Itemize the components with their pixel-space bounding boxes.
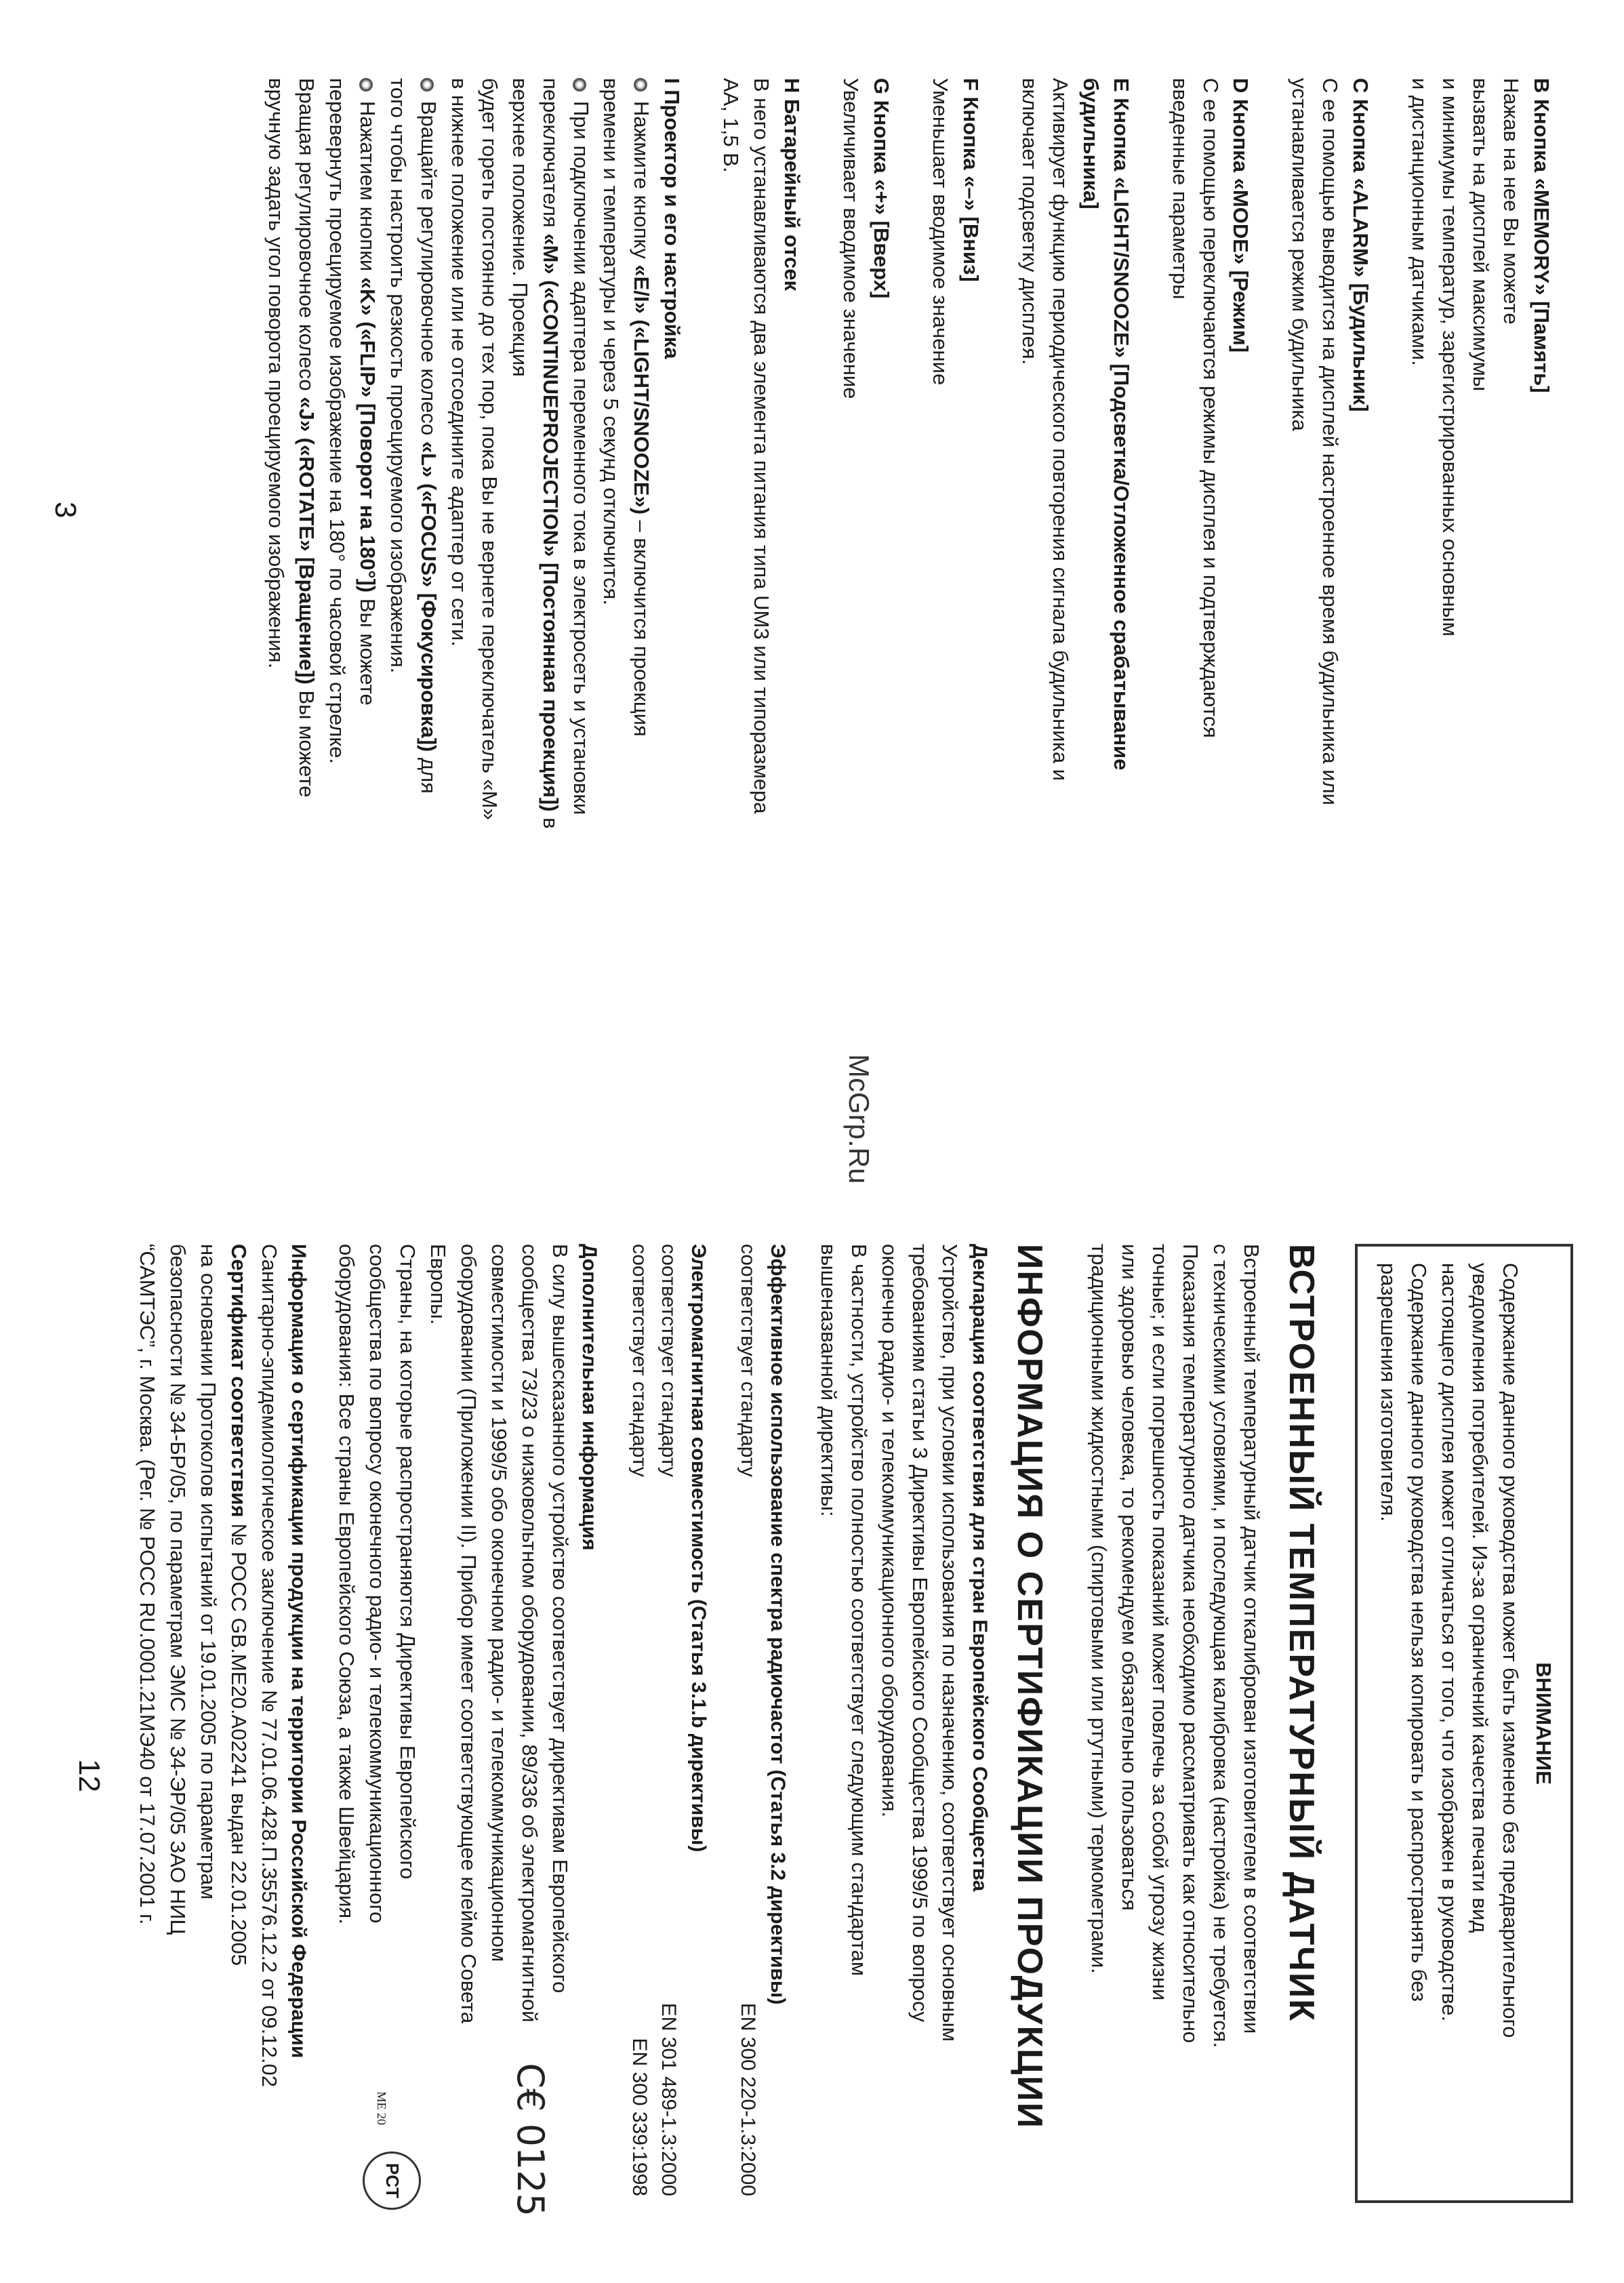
russia-cert-block [131, 1244, 313, 2145]
text-line: сообщества 73/23 о низковольтном оборудовании, 89/336 об электромагнитной [517, 1244, 542, 2023]
text-line: Нажав на нее Вы можете [1499, 78, 1524, 325]
text-line: Активирует функцию периодического повторения сигнала будильника и [1048, 78, 1072, 781]
bullet-icon [634, 78, 647, 92]
text-line: традиционными жидкостными (спиртовыми или ртутными) термометрами. [1087, 1244, 1112, 1974]
text-line: Европы. [426, 1244, 451, 1325]
section-battery [715, 78, 807, 959]
standard-row [733, 1244, 763, 2203]
text-line: включает подсветку дисплея. [1017, 78, 1042, 365]
standard-text: соответствует стандарту [737, 1244, 760, 1477]
right-page [131, 1244, 1573, 2217]
text: № РОСС GB.ME20.A02241 выдан 22.01.2005 [226, 1517, 251, 1966]
text-line: Содержание данного руководства нельзя копировать и распространять без [1407, 1263, 1432, 2002]
bullet-icon [573, 78, 586, 92]
declaration-block [813, 1244, 994, 2203]
spectrum-block [733, 1244, 792, 2203]
section-light-snooze [1014, 78, 1136, 959]
text-bold: «K» («FLIP» [Поворот на 180°]) [356, 277, 380, 593]
section-projector [260, 78, 687, 959]
text-bold: «J» («ROTATE» [Вращение]) [295, 397, 319, 685]
text-line: будет гореть постоянно до тех пор, пока Вы не вернете переключатель «M» [477, 78, 502, 820]
text-line: на основании Протоколов испытаний от 19.01.2005 по параметрам [196, 1244, 220, 1900]
text-line: верхнее положение. Проекция [508, 78, 532, 377]
text-line: В силу вышесказанного устройство соответствует директивам Европейского [548, 1244, 572, 1994]
additional-block [331, 1244, 604, 2091]
section-heading: D Кнопка «MODE» [Режим] [1229, 78, 1253, 353]
text-line: В него устанавливаются два элемента питания типа UM3 или типоразмера [750, 78, 774, 814]
text-line [291, 78, 321, 959]
text: Вращая регулировочное колесо [295, 78, 319, 397]
text-line: требованиям статьи 3 Директивы Европейского Сообщества 1999/5 по вопросу [908, 1244, 932, 2022]
section-heading-cont: будильника] [1078, 78, 1103, 209]
text: Вы можете [295, 684, 319, 798]
text-line: времени и температуры и через 5 секунд отключится. [599, 78, 624, 605]
section-heading: E Кнопка «LIGHT/SNOOZE» [Подсветка/Отложенное срабатывание [1109, 78, 1133, 771]
text-line: Встроенный температурный датчик откалиброван изготовителем в соответствии [1239, 1244, 1263, 2034]
standard-text: соответствует стандарту [657, 1244, 681, 1477]
text-line: совместимости и 1999/5 обо оконечном радио- и телекоммуникационном [487, 1244, 511, 1962]
text-line: вышеназванной директивы: [816, 1244, 840, 1517]
text-line: AA, 1,5 В. [719, 78, 744, 173]
text-line: Увеличивает вводимое значение [839, 78, 864, 399]
cert-heading: ИНФОРМАЦИЯ О СЕРТИФИКАЦИИ ПРОДУКЦИИ [1010, 1244, 1050, 2129]
section-heading: F Кнопка «–» [Вниз] [958, 78, 983, 282]
section-heading: B Кнопка «MEMORY» [Память] [1530, 78, 1554, 393]
text-line: оборудования: Все страны Европейского Союза, а также Швейцария. [335, 1244, 359, 1924]
text: – включится проекция [630, 514, 654, 737]
text-line: безопасности № 34-БР/05, по параметрам ЭМС № 34-ЭР/05 ЗАО НИЦ [165, 1244, 190, 1935]
notice-box [1355, 1244, 1573, 2203]
section-memory [1404, 78, 1556, 959]
me-code: ME 20 [375, 2091, 389, 2125]
text: Нажмите кнопку [630, 101, 654, 265]
text-line: и дистанционным датчиками. [1408, 78, 1432, 366]
text-bold: «E/I» («LIGHT/SNOOZE») [630, 264, 654, 515]
section-heading: G Кнопка «+» [Вверх] [870, 78, 894, 299]
text-line: и минимумы температур, зарегистрированных основным [1438, 78, 1463, 637]
text-line: Уменьшает вводимое значение [929, 78, 952, 386]
section-heading: I Проектор и его настройка [660, 78, 685, 359]
text-line: введенные параметры [1168, 78, 1192, 300]
text: При подключении адаптера переменного тока в электросеть и установки [569, 101, 593, 815]
standard-code: EN 300 220-1.3:2000 [737, 2002, 760, 2196]
text-line: С ее помощью выводится на дисплей настроенное время будильника или [1318, 78, 1343, 805]
text-line: Показания температурного датчика необходимо рассматривать как относительно [1179, 1244, 1203, 2043]
text-line: оконечно радио- и телекоммуникационного оборудования. [877, 1244, 901, 1818]
section-heading: H Батарейный отсек [780, 78, 805, 291]
ce-mark-icon: C€ 0125 [509, 2063, 552, 2217]
section-minus [925, 78, 986, 959]
pct-certification-icon: PCT [363, 2151, 421, 2210]
text-line [223, 1244, 253, 2145]
text-line: в нижнее положение или не отсоедините адаптер от сети. [447, 78, 471, 647]
text-line: вызвать на дисплей максимумы [1469, 78, 1493, 392]
bullet-item [413, 78, 443, 959]
section-sensor [1083, 1244, 1326, 2203]
russia-title: Информация о сертификации продукции на территории Российской Федерации [287, 1244, 310, 2059]
text-line: Содержание данного руководства может быть изменено без предварительного [1499, 1263, 1523, 2038]
cert-details [131, 1244, 604, 2217]
text-line: “САМТЭС”, г. Москва. (Рег. № РОСС RU.0001.21МЭ40 от 17.07.2001 г. [136, 1244, 160, 1925]
text-line: устанавливается режим будильника [1288, 78, 1312, 431]
watermark: McGrp.Ru [843, 1054, 875, 1184]
standard-code: EN 300 339:1998 [628, 2038, 651, 2196]
text-line: сообщества по вопросу оконечного радио- и телекоммуникационного [365, 1244, 390, 1924]
text-line: того чтобы настроить резкость проецируемого изображения. [386, 78, 410, 674]
text-line: или здоровью человека, то рекомендуем обязательно пользоваться [1118, 1244, 1142, 1911]
text-line: оборудовании (Приложении II). Прибор имеет соответствующее клеймо Совета [456, 1244, 481, 2024]
section-mode [1164, 78, 1256, 959]
standard-text: соответствует стандарту [628, 1244, 651, 1477]
sensor-heading: ВСТРОЕННЫЙ ТЕМПЕРАТУРНЫЙ ДАТЧИК [1282, 1244, 1322, 2022]
section-plus [835, 78, 896, 959]
text-line: вручную задать угол поворота проецируемого изображения. [264, 78, 289, 669]
bullet-item [565, 78, 596, 959]
notice-title: ВНИМАНИЕ [1532, 1662, 1556, 1785]
section-heading: C Кнопка «ALARM» [Будильник] [1349, 78, 1373, 412]
emc-block [624, 1244, 713, 2203]
emc-title: Электромагнитная совместимость (Статья 3.1.b директивы) [687, 1244, 710, 1853]
section-alarm [1284, 78, 1376, 959]
text-line: С ее помощью переключаются режимы дисплея и подтверждаются [1198, 78, 1223, 738]
text-line: перевернуть проецируемое изображение на 180° по часовой стрелке. [325, 78, 350, 765]
text: переключателя [538, 78, 563, 234]
text: для [416, 752, 441, 794]
text: в [538, 811, 563, 829]
standard-row [624, 1244, 654, 2203]
page-number: 12 [73, 1759, 106, 1792]
text-line: разрешения изготовителя. [1377, 1263, 1401, 1522]
text: Вращайте регулировочное колесо [416, 101, 441, 441]
page-number: 3 [49, 502, 82, 519]
bullet-icon [359, 78, 373, 92]
text: Нажатием кнопки [356, 101, 380, 277]
text: Вы можете [356, 592, 380, 706]
text-bold: «L» («FOCUS» [Фокусировка]) [416, 441, 441, 752]
bullet-icon [420, 78, 434, 92]
text-line: В частности, устройство полностью соответствует следующим стандартам [847, 1244, 871, 1977]
additional-title: Дополнительная информация [578, 1244, 601, 1551]
spectrum-title: Эффективное использование спектра радиочастот (Статья 3.2 директивы) [766, 1244, 789, 2005]
text-line: с техническими условиями, и последующая калибровка (настройка) не требуется. [1209, 1244, 1234, 2048]
bullet-item [352, 78, 382, 959]
left-page [232, 78, 1556, 959]
text-line: Устройство, при условии использования по назначению, соответствует основным [938, 1244, 962, 2042]
bullet-item [626, 78, 657, 959]
text-bold: Сертификат соответствия [226, 1244, 251, 1518]
standard-code: EN 301 489-1.3:2000 [657, 2002, 681, 2196]
text-line: Санитарно-эпидемиологическое заключение № 77.01.06.428.П.35576.12.2 от 09.12.02 [257, 1244, 281, 2087]
standard-row [654, 1244, 684, 2203]
text-line: точные; и если погрешность показаний может повлечь за собой угрозу жизни [1148, 1244, 1173, 2001]
text-line: уведомления потребителей. Из-за ограничений качества печати вид [1468, 1263, 1493, 1933]
declaration-title: Декларация соответствия для стран Европейского Сообщества [968, 1244, 991, 1892]
text-bold: «M» («CONTINUEPROJECTION» [Постоянная проекция]) [538, 233, 563, 812]
text-line: Страны, на которые распространяются Директивы Европейского [396, 1244, 420, 1880]
text-line [535, 78, 565, 959]
text-line: настоящего дисплея может отличаться от того, что изображен в руководстве. [1438, 1263, 1462, 2022]
